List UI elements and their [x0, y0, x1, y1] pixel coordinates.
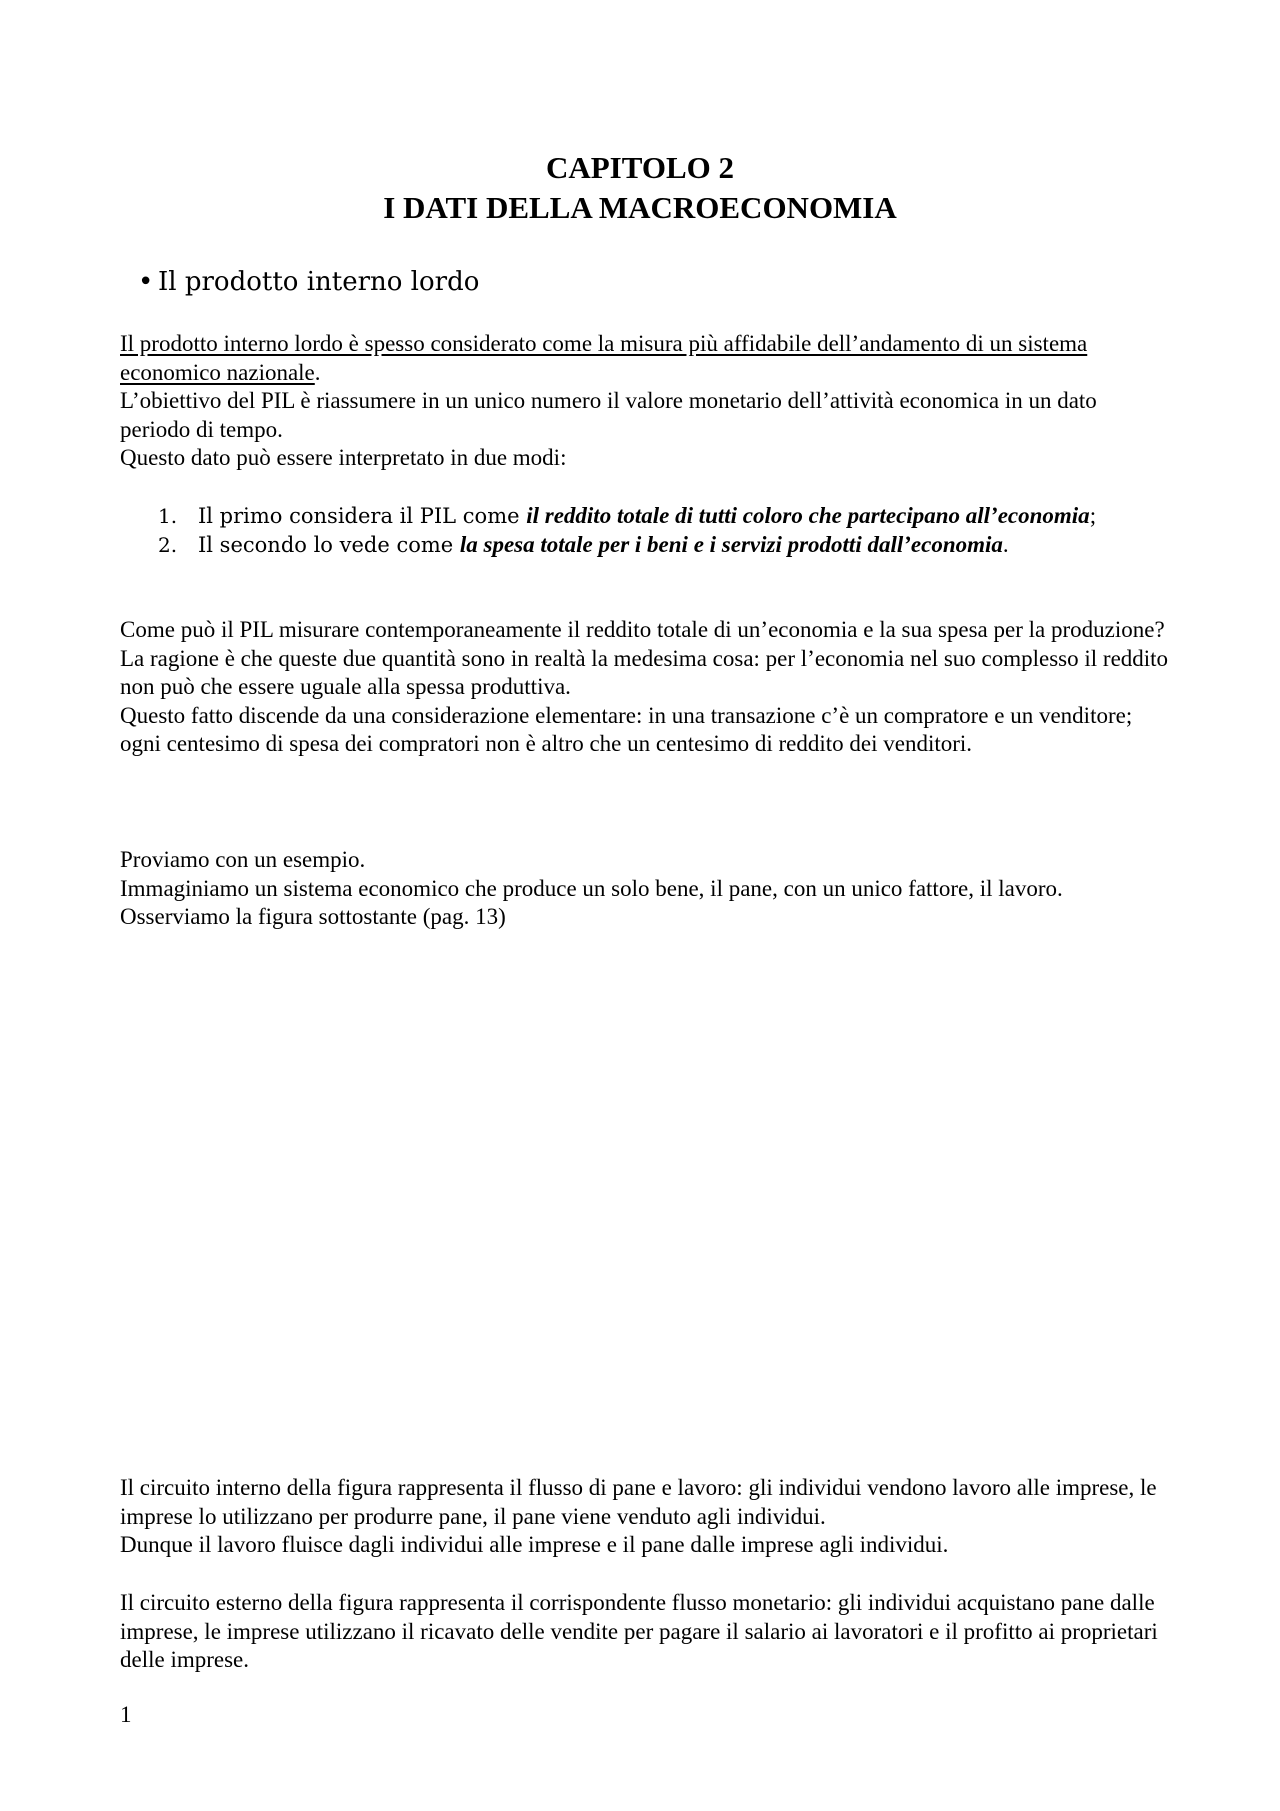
internal-circuit-paragraph: Il circuito interno della figura rappresenta il flusso di pane e lavoro: gli individui vendono lavoro alle imprese, le imprese lo utilizzano per produrre pane, il pane viene venduto agli individui.: [120, 1475, 1157, 1529]
list-item-number: 2.: [158, 532, 178, 557]
chapter-title: I DATI DELLA MACROECONOMIA: [383, 190, 897, 225]
page-number: 1: [120, 1702, 132, 1727]
list-item-lead: Il secondo lo vede come: [198, 532, 460, 557]
list-item-tail: ;: [1089, 503, 1097, 528]
section-title: Il prodotto interno lordo: [158, 267, 480, 297]
objective-paragraph: L’obiettivo del PIL è riassumere in un unico numero il valore monetario dell’attività economica in un dato periodo di tempo.: [120, 388, 1097, 442]
bullet-icon: •: [138, 267, 154, 297]
list-item-lead: Il primo considera il PIL come: [198, 504, 527, 528]
external-circuit-paragraph: Il circuito esterno della figura rappresenta il corrispondente flusso monetario: gli individui acquistano pane dalle imprese, le imprese utilizzano il ricavato delle vendite per pagare il salario ai lavoratori e il profitto ai proprietari delle imprese.: [120, 1590, 1158, 1672]
list-item: [120, 531, 1170, 560]
fact-paragraph: Questo fatto discende da una considerazione elementare: in una transazione c’è un compratore e un venditore; ogni centesimo di spesa dei compratori non è altro che un centesimo di reddito dei venditori.: [120, 702, 1133, 756]
external-circuit-paragraph-block: [120, 1589, 1170, 1675]
explanation-paragraphs: [120, 616, 1170, 759]
section-heading: [138, 265, 480, 299]
internal-flow-paragraph: Dunque il lavoro fluisce dagli individui alle imprese e il pane dalle imprese agli individui.: [120, 1532, 949, 1557]
list-item-emphasis: la spesa totale per i beni e i servizi prodotti dall’economia: [459, 531, 1003, 557]
list-item-number: 1.: [158, 504, 178, 528]
example-paragraphs: [120, 846, 1170, 932]
list-item: [120, 502, 1170, 531]
interpretation-list: [120, 502, 1170, 559]
definition-underlined-text: Il prodotto interno lordo è spesso considerato come la misura più affidabile dell’andamento di un sistema economico nazionale: [120, 331, 1088, 385]
internal-circuit-paragraphs: [120, 1474, 1170, 1560]
question-paragraph: Come può il PIL misurare contemporaneamente il reddito totale di un’economia e la sua spesa per la produzione?: [120, 617, 1165, 642]
intro-paragraphs: [120, 330, 1170, 473]
definition-paragraph: [120, 330, 1170, 387]
example-description: Immaginiamo un sistema economico che produce un solo bene, il pane, con un unico fattore, il lavoro. Osserviamo la figura sottostante (pag. 13): [120, 875, 1063, 929]
interpretation-paragraph: Questo dato può essere interpretato in due modi:: [120, 445, 567, 470]
example-intro: Proviamo con un esempio.: [120, 847, 366, 872]
chapter-number: CAPITOLO 2: [545, 150, 735, 185]
chapter-heading: [0, 148, 1280, 228]
figure-placeholder: [120, 960, 1170, 1460]
list-item-emphasis: il reddito totale di tutti coloro che partecipano all’economia: [526, 503, 1090, 528]
reason-paragraph: La ragione è che queste due quantità sono in realtà la medesima cosa: per l’economia nel suo complesso il reddito non può che essere uguale alla spessa produttiva.: [120, 645, 1169, 699]
definition-end: .: [314, 359, 321, 385]
list-item-tail: .: [1002, 531, 1009, 557]
